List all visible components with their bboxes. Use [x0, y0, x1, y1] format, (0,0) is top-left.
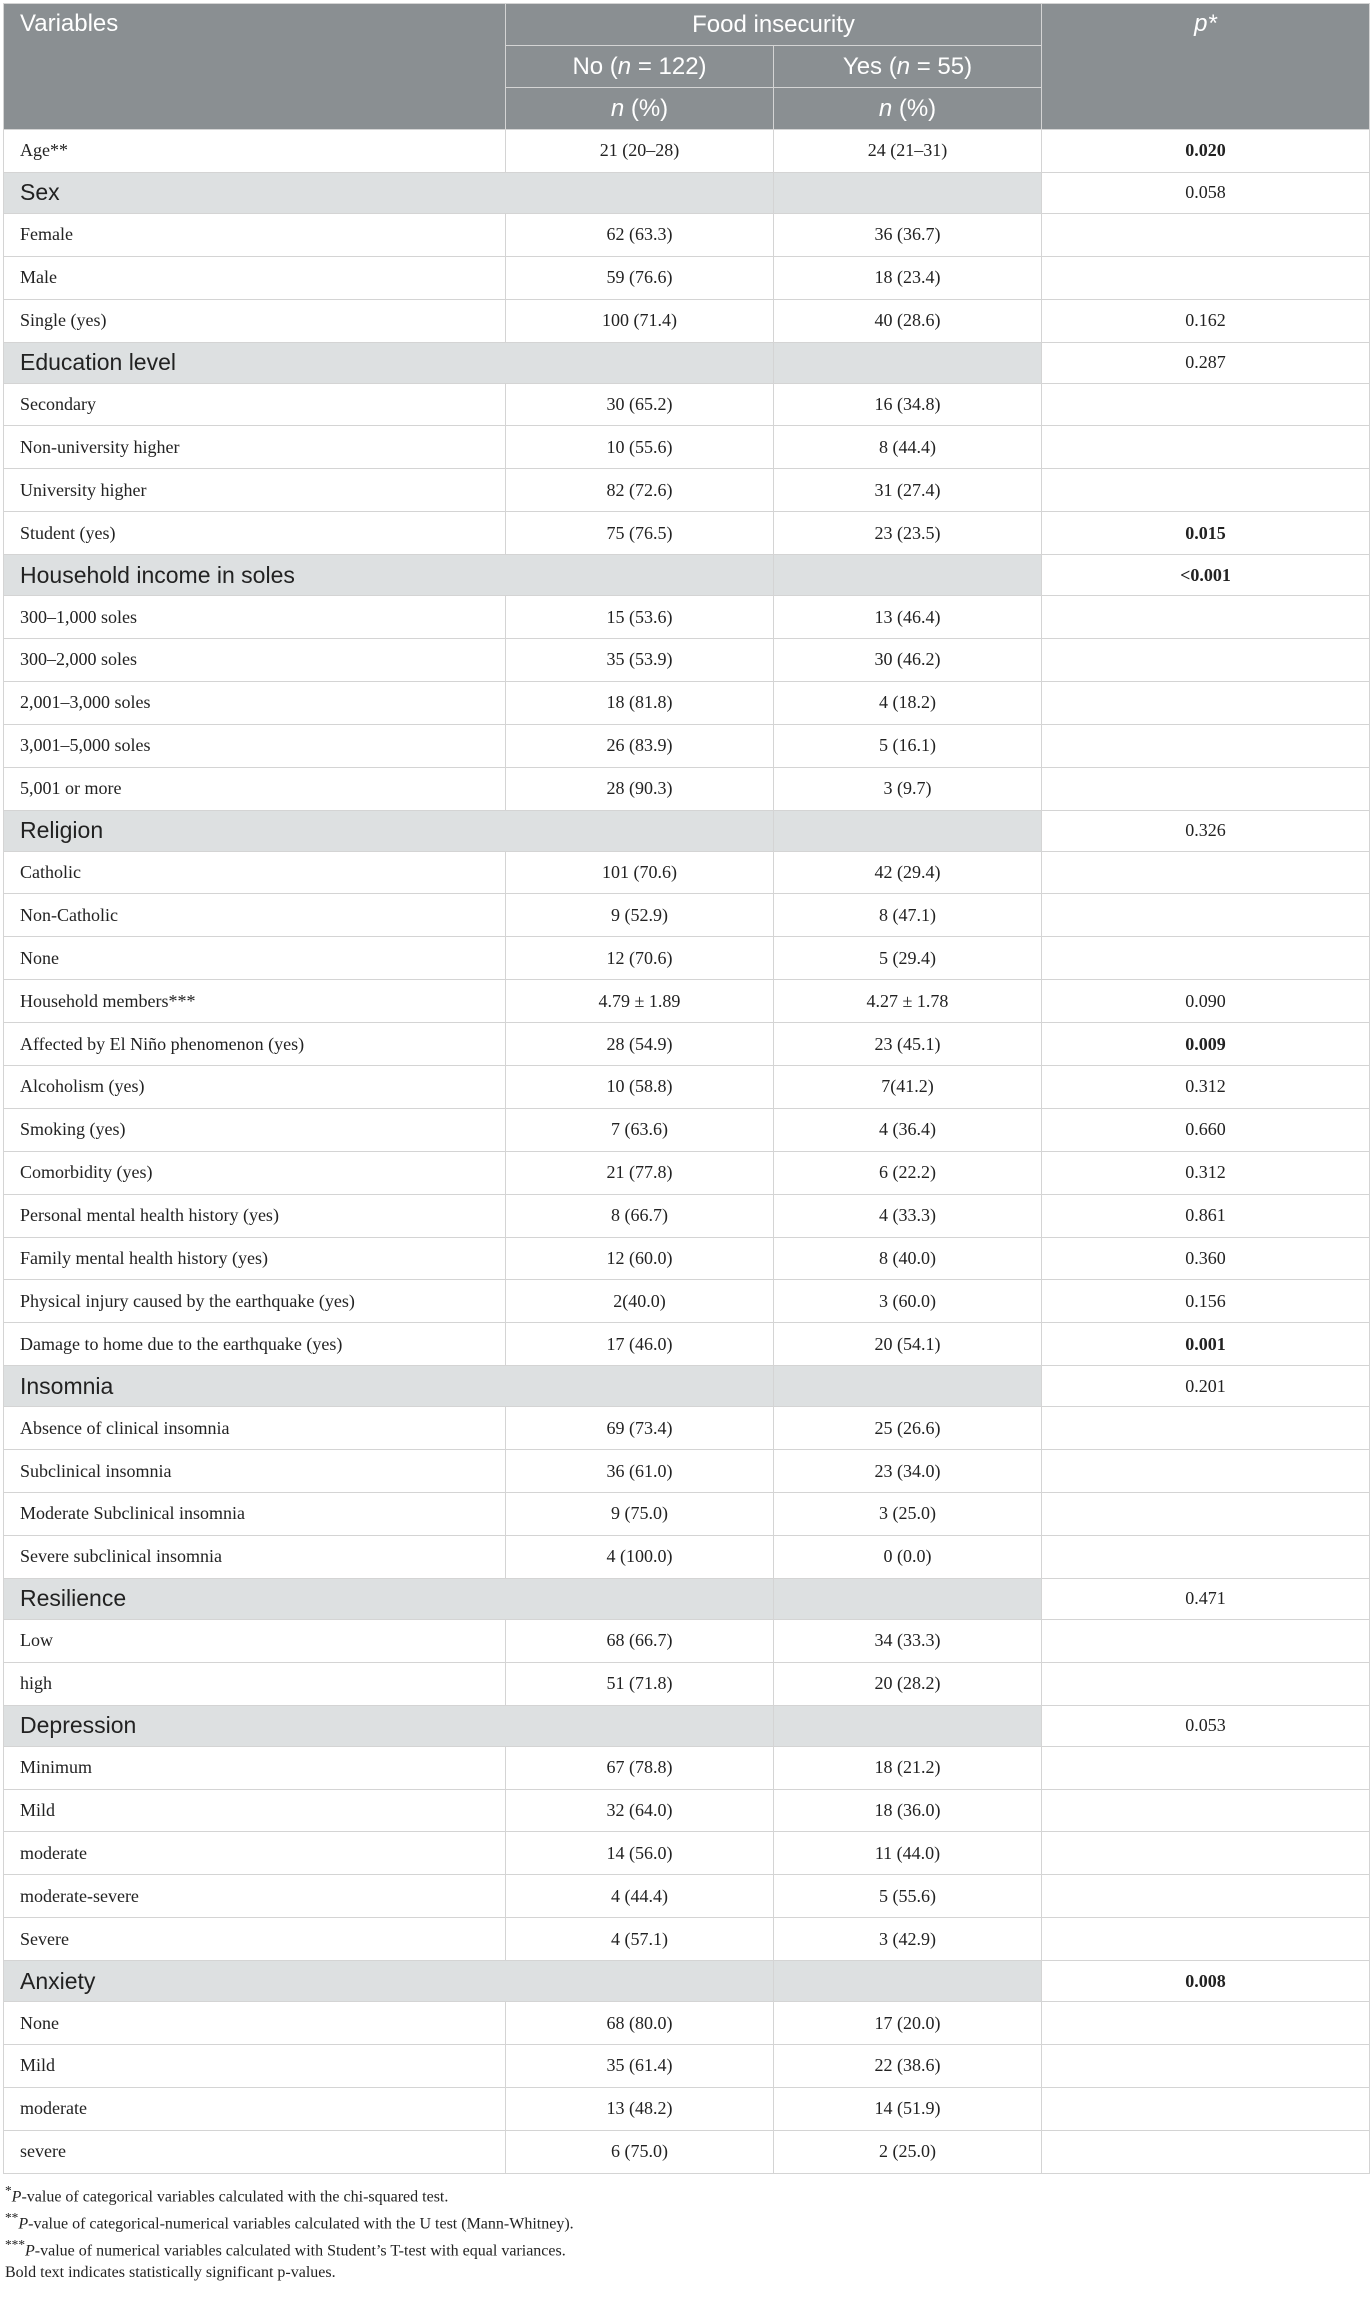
no-value: 28 (90.3) [506, 767, 774, 810]
footnotes [3, 2180, 1369, 2283]
p-value: 0.090 [1042, 980, 1370, 1023]
section-blank-cell [774, 555, 1042, 596]
p-value [1042, 1875, 1370, 1918]
p-value [1042, 681, 1370, 724]
yes-value: 34 (33.3) [774, 1619, 1042, 1662]
p-value [1042, 1789, 1370, 1832]
p-value [1042, 2087, 1370, 2130]
table-row [4, 851, 1370, 894]
p-value: 0.861 [1042, 1194, 1370, 1237]
yes-value: 3 (9.7) [774, 767, 1042, 810]
variable-label: Mild [4, 1789, 506, 1832]
table-container [3, 3, 1369, 2283]
p-value [1042, 639, 1370, 682]
no-value: 8 (66.7) [506, 1194, 774, 1237]
footnote-1: *P-value of categorical variables calculated with the chi-squared test. [5, 2182, 449, 2205]
variable-label: University higher [4, 469, 506, 512]
no-value: 17 (46.0) [506, 1323, 774, 1366]
variable-label: Student (yes) [4, 512, 506, 555]
table-row [4, 1066, 1370, 1109]
variables-header: Variables [4, 4, 506, 130]
variable-label: 5,001 or more [4, 767, 506, 810]
table-row [4, 1619, 1370, 1662]
no-value: 68 (80.0) [506, 2002, 774, 2045]
table-row [4, 1023, 1370, 1066]
no-value: 69 (73.4) [506, 1407, 774, 1450]
section-label: Education level [4, 342, 774, 383]
no-value: 10 (58.8) [506, 1066, 774, 1109]
section-label: Insomnia [4, 1366, 774, 1407]
yes-value: 22 (38.6) [774, 2044, 1042, 2087]
section-blank-cell [774, 1366, 1042, 1407]
p-value [1042, 724, 1370, 767]
table-row [4, 1194, 1370, 1237]
table-row [4, 2087, 1370, 2130]
no-value: 9 (52.9) [506, 894, 774, 937]
section-header-row [4, 1578, 1370, 1619]
variable-label: Physical injury caused by the earthquake (yes) [4, 1280, 506, 1323]
table-row [4, 1407, 1370, 1450]
variable-label: Single (yes) [4, 299, 506, 342]
p-value [1042, 1493, 1370, 1536]
section-blank-cell [774, 1705, 1042, 1746]
section-label: Anxiety [4, 1961, 774, 2002]
table-row [4, 1918, 1370, 1961]
yes-value: 8 (44.4) [774, 426, 1042, 469]
yes-value: 20 (28.2) [774, 1662, 1042, 1705]
section-p-value: 0.471 [1042, 1578, 1370, 1619]
variable-label: severe [4, 2130, 506, 2173]
no-value: 82 (72.6) [506, 469, 774, 512]
variable-label: None [4, 937, 506, 980]
variable-label: Mild [4, 2044, 506, 2087]
no-value: 18 (81.8) [506, 681, 774, 724]
yes-value: 3 (60.0) [774, 1280, 1042, 1323]
footnote-2: **P-value of categorical-numerical variables calculated with the U test (Mann-Whitney). [5, 2209, 574, 2233]
variable-label: None [4, 2002, 506, 2045]
no-value: 12 (70.6) [506, 937, 774, 980]
no-value: 4 (57.1) [506, 1918, 774, 1961]
table-row [4, 1237, 1370, 1280]
p-value: 0.156 [1042, 1280, 1370, 1323]
section-label: Household income in soles [4, 555, 774, 596]
no-value: 51 (71.8) [506, 1662, 774, 1705]
yes-value: 5 (16.1) [774, 724, 1042, 767]
section-label: Resilience [4, 1578, 774, 1619]
p-value [1042, 1746, 1370, 1789]
p-value [1042, 2002, 1370, 2045]
table-row [4, 1280, 1370, 1323]
variable-label: moderate [4, 1832, 506, 1875]
variable-label: Personal mental health history (yes) [4, 1194, 506, 1237]
variable-label: Catholic [4, 851, 506, 894]
section-p-value: 0.008 [1042, 1961, 1370, 2002]
table-row [4, 469, 1370, 512]
yes-value: 23 (45.1) [774, 1023, 1042, 1066]
no-value: 100 (71.4) [506, 299, 774, 342]
p-value: 0.312 [1042, 1066, 1370, 1109]
table-row [4, 426, 1370, 469]
table-row [4, 213, 1370, 256]
table-row [4, 2044, 1370, 2087]
food-insecurity-header: Food insecurity [506, 4, 1042, 46]
table-row [4, 1151, 1370, 1194]
no-value: 28 (54.9) [506, 1023, 774, 1066]
no-value: 9 (75.0) [506, 1493, 774, 1536]
table-row [4, 1875, 1370, 1918]
table-row [4, 1746, 1370, 1789]
p-value [1042, 426, 1370, 469]
yes-value: 11 (44.0) [774, 1832, 1042, 1875]
p-value: 0.360 [1042, 1237, 1370, 1280]
yes-value: 4.27 ± 1.78 [774, 980, 1042, 1023]
variable-label: Severe [4, 1918, 506, 1961]
section-header-row [4, 172, 1370, 213]
p-value [1042, 596, 1370, 639]
yes-value: 25 (26.6) [774, 1407, 1042, 1450]
p-value [1042, 1918, 1370, 1961]
section-blank-cell [774, 172, 1042, 213]
p-value-header: p* [1042, 4, 1370, 130]
no-value: 26 (83.9) [506, 724, 774, 767]
variable-label: Severe subclinical insomnia [4, 1535, 506, 1578]
variable-label: high [4, 1662, 506, 1705]
yes-value: 36 (36.7) [774, 213, 1042, 256]
yes-value: 3 (25.0) [774, 1493, 1042, 1536]
yes-value: 23 (23.5) [774, 512, 1042, 555]
p-value [1042, 937, 1370, 980]
yes-value: 5 (55.6) [774, 1875, 1042, 1918]
p-value [1042, 1832, 1370, 1875]
section-blank-cell [774, 1578, 1042, 1619]
p-value: 0.162 [1042, 299, 1370, 342]
no-value: 14 (56.0) [506, 1832, 774, 1875]
yes-value: 13 (46.4) [774, 596, 1042, 639]
yes-value: 7(41.2) [774, 1066, 1042, 1109]
no-value: 4 (100.0) [506, 1535, 774, 1578]
yes-value: 5 (29.4) [774, 937, 1042, 980]
table-row [4, 130, 1370, 173]
p-value [1042, 894, 1370, 937]
section-blank-cell [774, 1961, 1042, 2002]
table-row [4, 1108, 1370, 1151]
section-p-value: 0.058 [1042, 172, 1370, 213]
table-row [4, 1493, 1370, 1536]
yes-value: 30 (46.2) [774, 639, 1042, 682]
variable-label: moderate [4, 2087, 506, 2130]
p-value [1042, 1450, 1370, 1493]
food-insecurity-table [3, 3, 1370, 2174]
p-value: 0.020 [1042, 130, 1370, 173]
variable-label: Household members*** [4, 980, 506, 1023]
yes-npct-header: n (%) [774, 88, 1042, 130]
no-value: 68 (66.7) [506, 1619, 774, 1662]
variable-label: Alcoholism (yes) [4, 1066, 506, 1109]
yes-value: 18 (36.0) [774, 1789, 1042, 1832]
table-row [4, 1789, 1370, 1832]
no-value: 4 (44.4) [506, 1875, 774, 1918]
p-value [1042, 1619, 1370, 1662]
p-value: 0.015 [1042, 512, 1370, 555]
variable-label: Smoking (yes) [4, 1108, 506, 1151]
section-label: Sex [4, 172, 774, 213]
p-value: 0.312 [1042, 1151, 1370, 1194]
no-value: 12 (60.0) [506, 1237, 774, 1280]
section-header-row [4, 1961, 1370, 2002]
variable-label: Male [4, 256, 506, 299]
p-value [1042, 1535, 1370, 1578]
table-row [4, 1450, 1370, 1493]
section-p-value: 0.326 [1042, 810, 1370, 851]
no-npct-header: n (%) [506, 88, 774, 130]
no-value: 62 (63.3) [506, 213, 774, 256]
p-value [1042, 2044, 1370, 2087]
table-row [4, 383, 1370, 426]
yes-group-header: Yes (n = 55) [774, 46, 1042, 88]
no-value: 59 (76.6) [506, 256, 774, 299]
section-label: Depression [4, 1705, 774, 1746]
variable-label: Non-Catholic [4, 894, 506, 937]
yes-value: 4 (33.3) [774, 1194, 1042, 1237]
no-value: 21 (20–28) [506, 130, 774, 173]
variable-label: Comorbidity (yes) [4, 1151, 506, 1194]
no-value: 101 (70.6) [506, 851, 774, 894]
section-p-value: 0.053 [1042, 1705, 1370, 1746]
section-p-value: 0.201 [1042, 1366, 1370, 1407]
table-row [4, 937, 1370, 980]
p-value: 0.009 [1042, 1023, 1370, 1066]
variable-label: Age** [4, 130, 506, 173]
no-value: 2(40.0) [506, 1280, 774, 1323]
variable-label: Family mental health history (yes) [4, 1237, 506, 1280]
yes-value: 6 (22.2) [774, 1151, 1042, 1194]
table-row [4, 1832, 1370, 1875]
yes-value: 8 (40.0) [774, 1237, 1042, 1280]
yes-value: 42 (29.4) [774, 851, 1042, 894]
table-row [4, 596, 1370, 639]
p-value [1042, 469, 1370, 512]
yes-value: 18 (21.2) [774, 1746, 1042, 1789]
variable-label: Secondary [4, 383, 506, 426]
no-value: 35 (53.9) [506, 639, 774, 682]
variable-label: Minimum [4, 1746, 506, 1789]
table-row [4, 980, 1370, 1023]
table-row [4, 256, 1370, 299]
variable-label: Affected by El Niño phenomenon (yes) [4, 1023, 506, 1066]
variable-label: 2,001–3,000 soles [4, 681, 506, 724]
table-row [4, 1535, 1370, 1578]
yes-value: 3 (42.9) [774, 1918, 1042, 1961]
p-value: 0.660 [1042, 1108, 1370, 1151]
section-header-row [4, 810, 1370, 851]
yes-value: 0 (0.0) [774, 1535, 1042, 1578]
variable-label: Subclinical insomnia [4, 1450, 506, 1493]
yes-value: 4 (18.2) [774, 681, 1042, 724]
variable-label: Female [4, 213, 506, 256]
yes-value: 17 (20.0) [774, 2002, 1042, 2045]
table-row [4, 894, 1370, 937]
table-row [4, 512, 1370, 555]
yes-value: 23 (34.0) [774, 1450, 1042, 1493]
variable-label: 3,001–5,000 soles [4, 724, 506, 767]
no-value: 6 (75.0) [506, 2130, 774, 2173]
yes-value: 40 (28.6) [774, 299, 1042, 342]
p-value [1042, 256, 1370, 299]
section-blank-cell [774, 810, 1042, 851]
p-value [1042, 2130, 1370, 2173]
table-row [4, 1662, 1370, 1705]
variable-label: Damage to home due to the earthquake (yes) [4, 1323, 506, 1366]
p-value: 0.001 [1042, 1323, 1370, 1366]
table-row [4, 681, 1370, 724]
no-group-header: No (n = 122) [506, 46, 774, 88]
section-header-row [4, 342, 1370, 383]
yes-value: 18 (23.4) [774, 256, 1042, 299]
section-p-value: <0.001 [1042, 555, 1370, 596]
yes-value: 20 (54.1) [774, 1323, 1042, 1366]
yes-value: 4 (36.4) [774, 1108, 1042, 1151]
section-header-row [4, 555, 1370, 596]
footnote-3: ***P-value of numerical variables calculated with Student’s T-test with equal variances. [5, 2237, 566, 2260]
header-row-1 [4, 4, 1370, 46]
section-header-row [4, 1705, 1370, 1746]
p-value [1042, 767, 1370, 810]
no-value: 13 (48.2) [506, 2087, 774, 2130]
section-header-row [4, 1366, 1370, 1407]
variable-label: Absence of clinical insomnia [4, 1407, 506, 1450]
variable-label: 300–2,000 soles [4, 639, 506, 682]
no-value: 35 (61.4) [506, 2044, 774, 2087]
no-value: 7 (63.6) [506, 1108, 774, 1151]
table-row [4, 299, 1370, 342]
table-row [4, 2002, 1370, 2045]
p-value [1042, 213, 1370, 256]
table-row [4, 724, 1370, 767]
p-value [1042, 383, 1370, 426]
no-value: 15 (53.6) [506, 596, 774, 639]
p-value [1042, 1407, 1370, 1450]
variable-label: Non-university higher [4, 426, 506, 469]
yes-value: 8 (47.1) [774, 894, 1042, 937]
no-value: 75 (76.5) [506, 512, 774, 555]
table-row [4, 2130, 1370, 2173]
table-row [4, 639, 1370, 682]
section-blank-cell [774, 342, 1042, 383]
no-value: 4.79 ± 1.89 [506, 980, 774, 1023]
yes-value: 14 (51.9) [774, 2087, 1042, 2130]
table-row [4, 1323, 1370, 1366]
variable-label: 300–1,000 soles [4, 596, 506, 639]
no-value: 36 (61.0) [506, 1450, 774, 1493]
yes-value: 2 (25.0) [774, 2130, 1042, 2173]
variable-label: moderate-severe [4, 1875, 506, 1918]
no-value: 67 (78.8) [506, 1746, 774, 1789]
variable-label: Low [4, 1619, 506, 1662]
variable-label: Moderate Subclinical insomnia [4, 1493, 506, 1536]
p-value [1042, 851, 1370, 894]
no-value: 30 (65.2) [506, 383, 774, 426]
table-body [4, 130, 1370, 2174]
section-p-value: 0.287 [1042, 342, 1370, 383]
p-value [1042, 1662, 1370, 1705]
no-value: 32 (64.0) [506, 1789, 774, 1832]
section-label: Religion [4, 810, 774, 851]
yes-value: 31 (27.4) [774, 469, 1042, 512]
no-value: 21 (77.8) [506, 1151, 774, 1194]
yes-value: 24 (21–31) [774, 130, 1042, 173]
yes-value: 16 (34.8) [774, 383, 1042, 426]
footnote-4: Bold text indicates statistically significant p-values. [5, 2263, 336, 2281]
table-row [4, 767, 1370, 810]
no-value: 10 (55.6) [506, 426, 774, 469]
